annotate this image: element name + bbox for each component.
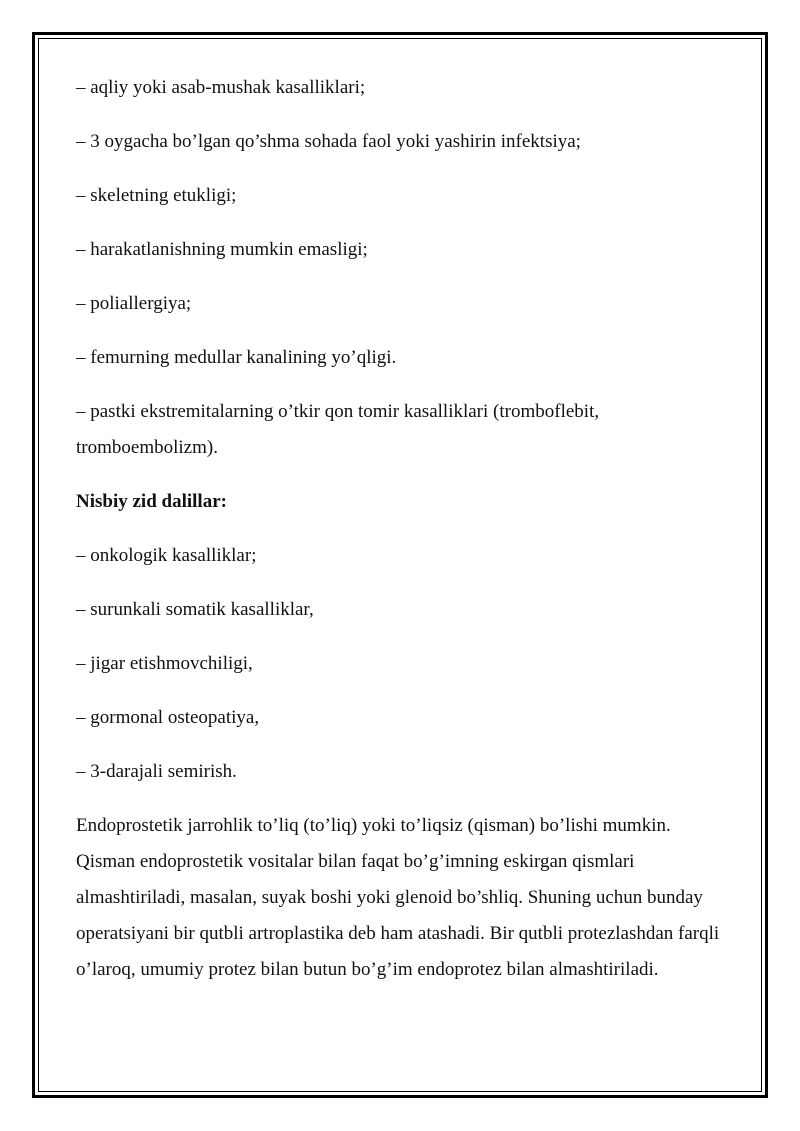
list-item: – 3-darajali semirish. [76, 761, 237, 782]
list-item: – harakatlanishning mumkin emasligi; [76, 239, 368, 260]
list-item: – skeletning etukligi; [76, 185, 237, 206]
list-item: – 3 oygacha bo’lgan qo’shma sohada faol yoki yashirin infektsiya; [76, 131, 581, 152]
list-item: – pastki ekstremitalarning o’tkir qon tomir kasalliklari (tromboflebit, tromboembolizm). [76, 401, 600, 458]
list-item: – poliallergiya; [76, 293, 192, 314]
list-item: – jigar etishmovchiligi, [76, 653, 253, 674]
list-item: – aqliy yoki asab-mushak kasalliklari; [76, 77, 366, 98]
list-item: – gormonal osteopatiya, [76, 707, 260, 728]
section-heading: Nisbiy zid dalillar: [76, 491, 227, 512]
body-paragraph: Endoprostetik jarrohlik to’liq (to’liq) yoki to’liqsiz (qisman) bo’lishi mumkin. Qisman endoprostetik vositalar bilan faqat bo’g’imning eskirgan qismlari almashtiriladi, masalan, suyak boshi yoki glenoid bo’shliq. Shuning uchun bunday operatsiyani bir qutbli artroplastika deb ham atashadi. Bir qutbli protezlashdan farqli o’laroq, umumiy protez bilan butun bo’g’im endoprotez bilan almashtiriladi. [76, 815, 720, 980]
list-item: – surunkali somatik kasalliklar, [76, 599, 314, 620]
list-item: – femurning medullar kanalining yo’qligi. [76, 347, 397, 368]
list-item: – onkologik kasalliklar; [76, 545, 257, 566]
document-body [76, 70, 726, 988]
